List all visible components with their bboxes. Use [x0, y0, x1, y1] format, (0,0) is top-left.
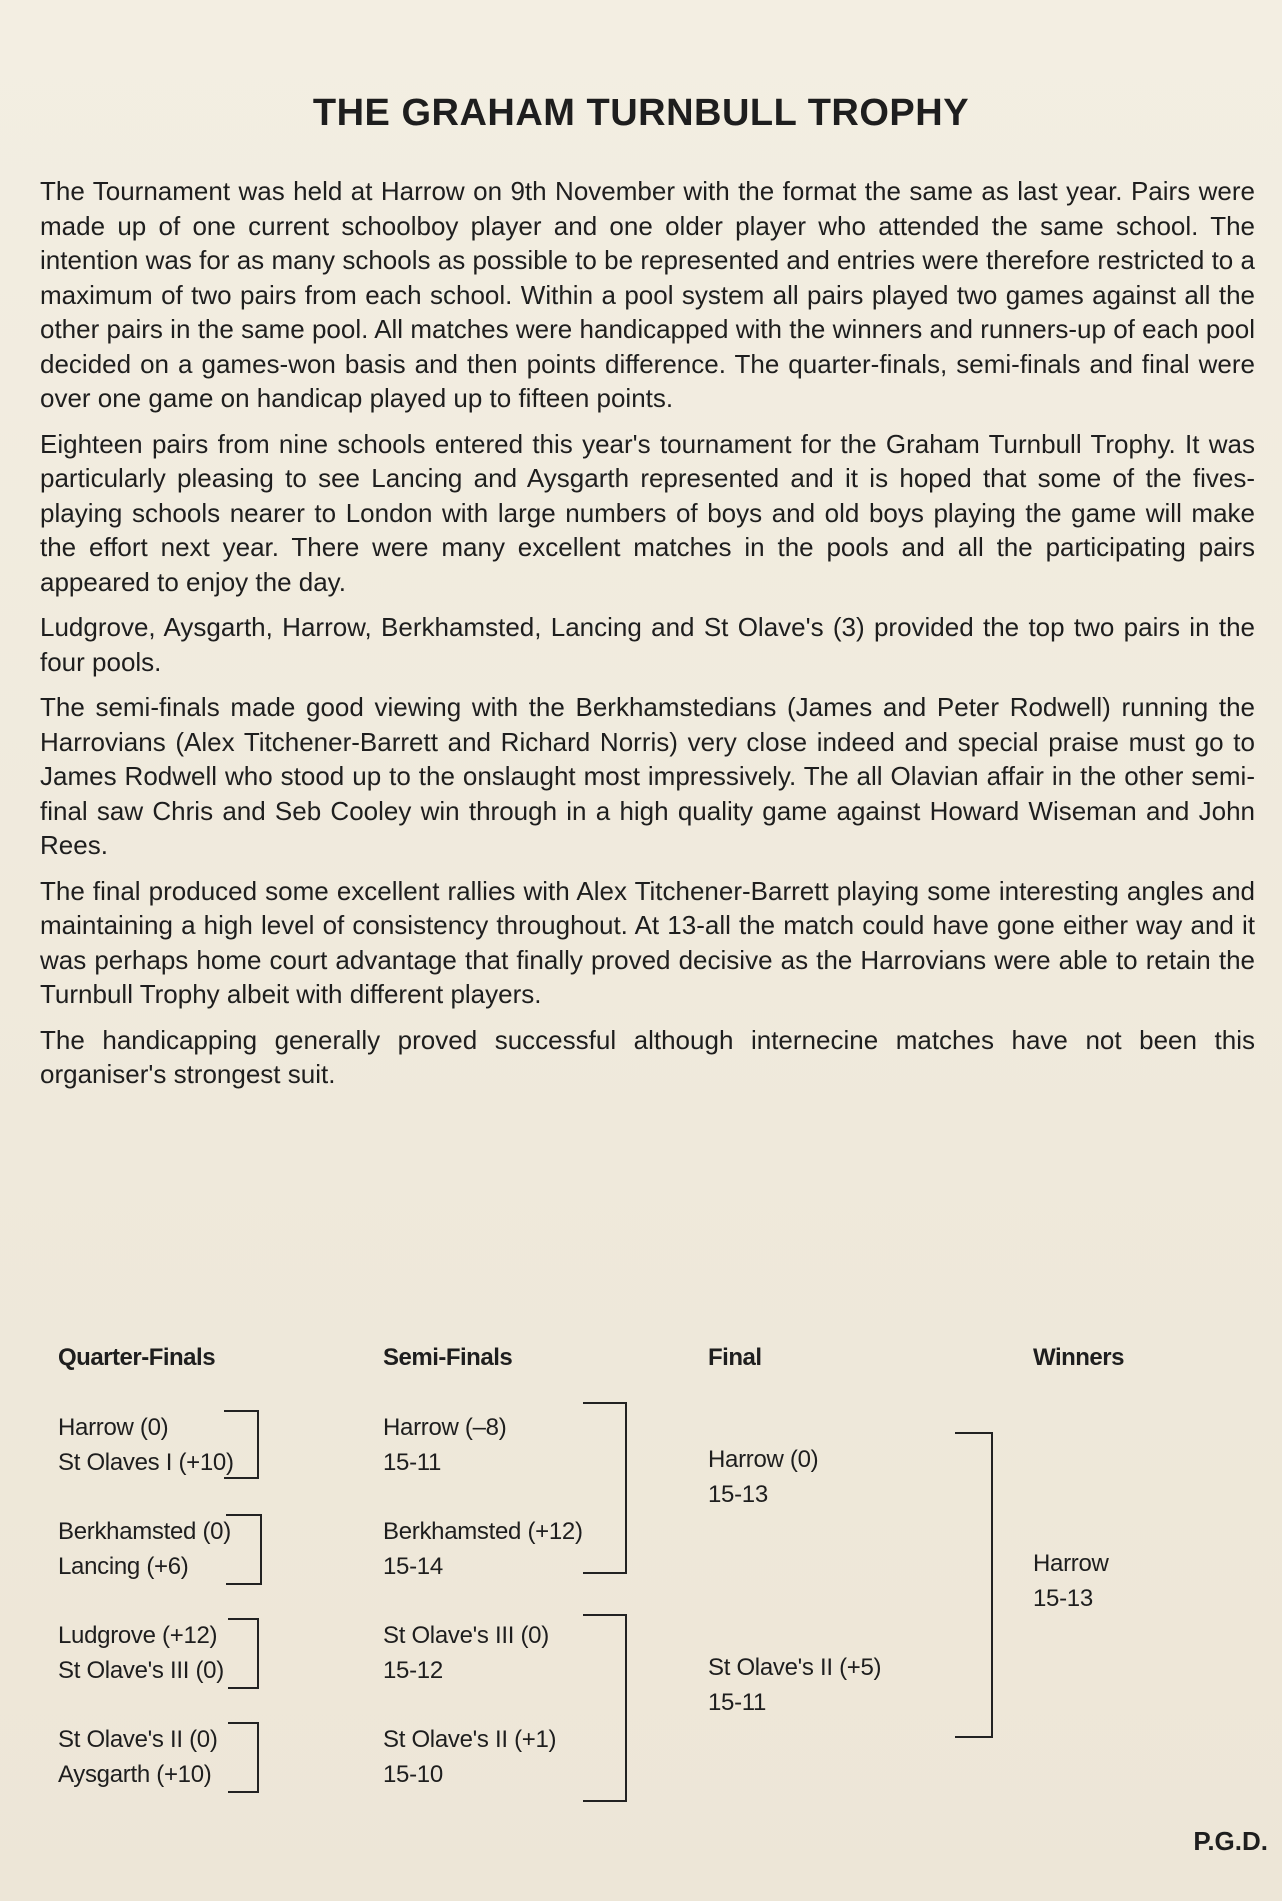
- author-initials: P.G.D.: [1193, 1826, 1268, 1856]
- final-heading: Final: [708, 1344, 762, 1371]
- bracket-connector: [226, 1514, 262, 1585]
- paragraph: The semi-finals made good viewing with the Berkhamstedians (James and Peter Rodwell) running the Harrovians (Alex Titchener-Barrett and Richard Norris) very close indeed and special praise must go to James Rodwell who stood up to the onslaught most impressively. The all Olavian affair in the other semi-final saw Chris and Seb Cooley win through in a high quality game against Howard Wiseman and John Rees.: [40, 692, 1255, 860]
- bracket-connector: [228, 1618, 259, 1689]
- team-name: Harrow: [1033, 1550, 1109, 1577]
- team-name: St Olave's II (+1): [383, 1726, 557, 1753]
- team-name: Berkhamsted (+12): [383, 1518, 583, 1545]
- semi-final-entry: [383, 1618, 549, 1688]
- bracket-connector: [583, 1614, 627, 1802]
- team-name: Aysgarth (+10): [58, 1761, 212, 1788]
- winner-entry: [1033, 1546, 1109, 1616]
- team-name: Berkhamsted (0): [58, 1518, 231, 1545]
- team-name: St Olaves I (+10): [58, 1449, 234, 1476]
- bracket-connector: [955, 1432, 993, 1738]
- bracket-connector: [224, 1410, 259, 1479]
- quarter-final-match: [58, 1514, 231, 1584]
- match-score: 15-13: [708, 1481, 768, 1508]
- team-name: Harrow (–8): [383, 1414, 507, 1441]
- match-score: 15-12: [383, 1657, 443, 1684]
- final-entry: [708, 1442, 818, 1512]
- paragraph: Eighteen pairs from nine schools entered this year's tournament for the Graham Turnbull Trophy. It was particularly pleasing to see Lancing and Aysgarth represented and it is hoped that some of the fives-playing schools nearer to London with large numbers of boys and old boys playing the game will make the effort next year. There were many excellent matches in the pools and all the participating pairs appeared to enjoy the day.: [40, 428, 1255, 597]
- semi-final-entry: [383, 1514, 583, 1584]
- paragraph: Ludgrove, Aysgarth, Harrow, Berkhamsted, Lancing and St Olave's (3) provided the top two pairs in the four pools.: [40, 612, 1255, 677]
- winners-heading: Winners: [1033, 1344, 1124, 1371]
- paragraph: The final produced some excellent rallies with Alex Titchener-Barrett playing some interesting angles and maintaining a high level of consistency throughout. At 13-all the match could have gone either way and it was perhaps home court advantage that finally proved decisive as the Harrovians were able to retain the Turnbull Trophy albeit with different players.: [40, 875, 1255, 1009]
- team-name: St Olave's II (+5): [708, 1654, 882, 1681]
- semi-final-entry: [383, 1410, 506, 1480]
- match-score: 15-11: [708, 1689, 767, 1716]
- team-name: St Olave's III (0): [58, 1657, 224, 1684]
- semi-final-entry: [383, 1722, 556, 1792]
- team-name: Lancing (+6): [58, 1553, 189, 1580]
- tournament-bracket: [0, 1330, 1282, 1850]
- paragraph: The Tournament was held at Harrow on 9th November with the format the same as last year. Pairs were made up of one current schoolboy player and one older player who attended the same school. The intention was for as many schools as possible to be represented and entries were therefore restricted to a maximum of two pairs from each school. Within a pool system all pairs played two games against all the other pairs in the same pool. All matches were handicapped with the winners and runners-up of each pool decided on a games-won basis and then points difference. The quarter-finals, semi-finals and final were over one game on handicap played up to fifteen points.: [40, 176, 1255, 413]
- match-score: 15-13: [1033, 1585, 1093, 1612]
- final-entry: [708, 1650, 881, 1720]
- team-name: St Olave's II (0): [58, 1726, 218, 1753]
- quarter-final-match: [58, 1410, 234, 1480]
- semi-finals-heading: Semi-Finals: [383, 1344, 513, 1371]
- bracket-connector: [583, 1402, 627, 1574]
- team-name: Ludgrove (+12): [58, 1622, 218, 1649]
- team-name: Harrow (0): [708, 1446, 819, 1473]
- page-title: THE GRAHAM TURNBULL TROPHY: [312, 92, 970, 134]
- team-name: St Olave's III (0): [383, 1622, 549, 1649]
- match-score: 15-14: [383, 1553, 443, 1580]
- team-name: Harrow (0): [58, 1414, 169, 1441]
- quarter-final-match: [58, 1722, 218, 1792]
- article-body: [40, 174, 1255, 1103]
- bracket-connector: [228, 1722, 259, 1793]
- match-score: 15-11: [383, 1449, 442, 1476]
- paragraph: The handicapping generally proved successful although internecine matches have not been this organiser's strongest suit.: [40, 1024, 1255, 1089]
- match-score: 15-10: [383, 1761, 443, 1788]
- quarter-final-match: [58, 1618, 224, 1688]
- quarter-finals-heading: Quarter-Finals: [58, 1344, 216, 1371]
